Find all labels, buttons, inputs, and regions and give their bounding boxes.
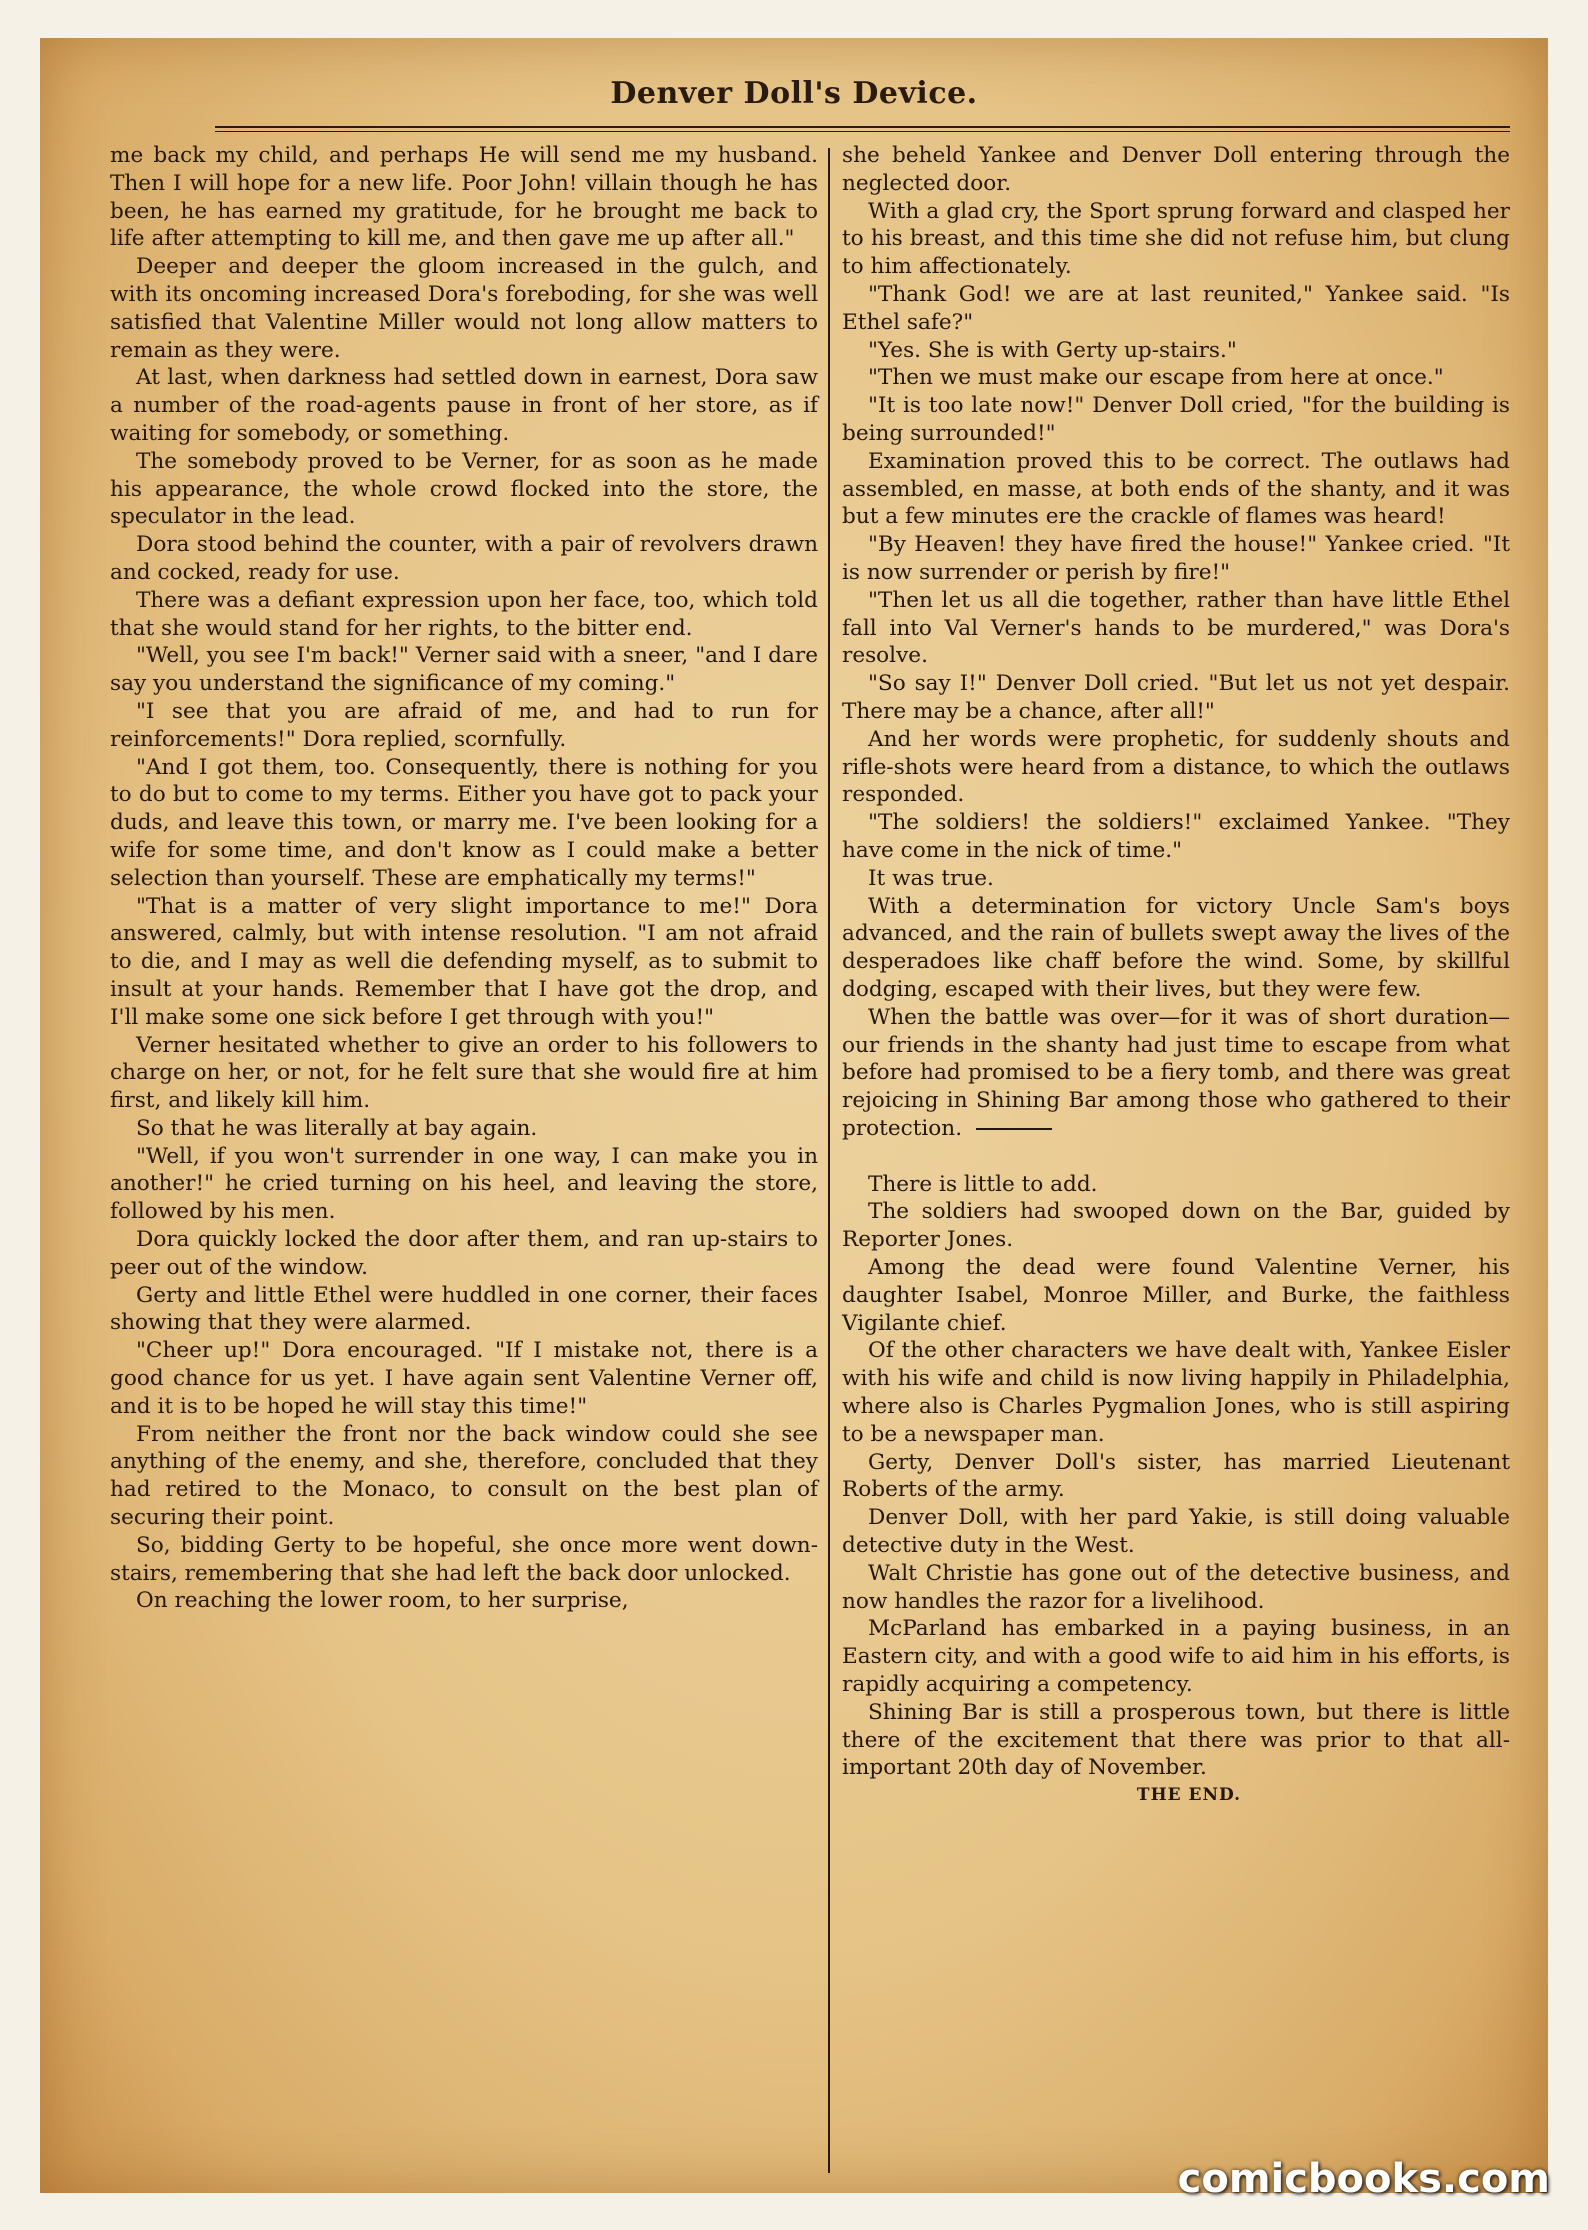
paragraph: Shining Bar is still a prosperous town, but there is little there of the excitement that there was prior to that all-important 20th day of November.	[842, 1699, 1510, 1781]
paragraph: Examination proved this to be correct. The outlaws had assembled, en masse, at both ends of the shanty, and it was but a few minutes ere the crackle of flames was heard!	[842, 448, 1510, 530]
paragraph: The soldiers had swooped down on the Bar, guided by Reporter Jones.	[842, 1199, 1510, 1253]
paragraph: So that he was literally at bay again.	[136, 1115, 538, 1141]
paragraph	[842, 1004, 1510, 1143]
paragraph: "Well, if you won't surrender in one way, I can make you in another!" he cried turning on his heel, and leaving the store, followed by his men.	[110, 1143, 818, 1225]
the-end-label: THE END.	[1136, 1785, 1242, 1806]
paragraph: There is little to add.	[868, 1171, 1098, 1197]
paragraph: "The soldiers! the soldiers!" exclaimed Yankee. "They have come in the nick of time."	[842, 810, 1510, 863]
paragraph: "I see that you are afraid of me, and had to run for reinforcements!" Dora replied, scornfully.	[110, 698, 818, 752]
paragraph: The somebody proved to be Verner, for as soon as he made his appearance, the whole crowd flocked into the store, the speculator in the lead.	[110, 448, 818, 530]
paragraph: "Then let us all die together, rather than have little Ethel fall into Val Verner's hands to be murdered," was Dora's resolve.	[842, 587, 1510, 669]
paragraph: "By Heaven! they have fired the house!" Yankee cried. "It is now surrender or perish by fire!"	[842, 532, 1510, 585]
paragraph: Deeper and deeper the gloom increased in the gulch, and with its oncoming increased Dora's foreboding, for she was well satisfied that Valentine Miller would not long allow matters to remain as they were.	[110, 254, 818, 363]
left-column	[110, 142, 818, 1615]
page-title: Denver Doll's Device.	[610, 76, 978, 111]
paragraph: Dora stood behind the counter, with a pair of revolvers drawn and cocked, ready for use.	[110, 532, 818, 585]
paragraph: With a glad cry, the Sport sprung forward and clasped her to his breast, and this time she did not refuse him, but clung to him affectionately.	[842, 198, 1510, 280]
paragraph: McParland has embarked in a paying business, in an Eastern city, and with a good wife to aid him in his efforts, is rapidly acquiring a competency.	[842, 1616, 1510, 1698]
paragraph: On reaching the lower room, to her surprise,	[136, 1588, 629, 1614]
paragraph: Walt Christie has gone out of the detective business, and now handles the razor for a livelihood.	[842, 1560, 1510, 1614]
paragraph: "And I got them, too. Consequently, there is nothing for you to do but to come to my terms. Either you have got to pack your duds, and leave this town, or marry me. I've been looking for a wife for some time, and don't know as I could make a better selection than yourself. These are emphatically my terms!"	[110, 754, 818, 891]
paragraph: "It is too late now!" Denver Doll cried, "for the building is being surrounded!"	[842, 393, 1510, 446]
paragraph: "So say I!" Denver Doll cried. "But let us not yet despair. There may be a chance, after all!"	[842, 671, 1510, 724]
paragraph: "Yes. She is with Gerty up-stairs."	[868, 337, 1237, 363]
paragraph: she beheld Yankee and Denver Doll entering through the neglected door.	[842, 143, 1510, 196]
paragraph: At last, when darkness had settled down in earnest, Dora saw a number of the road-agents pause in front of her store, as if waiting for somebody, or something.	[110, 365, 818, 446]
paragraph: "That is a matter of very slight importance to me!" Dora answered, calmly, but with intense resolution. "I am not afraid to die, and I may as well die defending myself, as to submit to insult at your hands. Remember that I have got the drop, and I'll make some one sick before I get through with you!"	[110, 893, 818, 1030]
paragraph: With a determination for victory Uncle Sam's boys advanced, and the rain of bullets swept away the lives of the desperadoes like chaff before the wind. Some, by skillful dodging, escaped with their lives, but they were few.	[842, 893, 1510, 1002]
paragraph: "Thank God! we are at last reunited," Yankee said. "Is Ethel safe?"	[842, 281, 1510, 335]
right-column	[842, 142, 1510, 1810]
page-sheet	[40, 38, 1548, 2193]
paragraph: "Well, you see I'm back!" Verner said with a sneer, "and I dare say you understand the significance of my coming."	[110, 643, 818, 697]
paragraph: me back my child, and perhaps He will send me my husband. Then I will hope for a new life. Poor John! villain though he has been, he has earned my gratitude, for he brought me back to life after attempting to kill me, and then gave me up after all."	[110, 143, 818, 252]
paragraph: Dora quickly locked the door after them, and ran up-stairs to peer out of the window.	[110, 1227, 818, 1280]
paragraph: Of the other characters we have dealt with, Yankee Eisler with his wife and child is now living happily in Philadelphia, where also is Charles Pygmalion Jones, who is still aspiring to be a newspaper man.	[842, 1338, 1510, 1447]
paragraph: Denver Doll, with her pard Yakie, is still doing valuable detective duty in the West.	[842, 1505, 1510, 1559]
section-gap	[842, 1143, 1510, 1171]
watermark: comicbooks.com	[1177, 2156, 1550, 2202]
paragraph: "Cheer up!" Dora encouraged. "If I mistake not, there is a good chance for us yet. I have again sent Valentine Verner off, and it is to be hoped he will stay this time!"	[110, 1338, 818, 1419]
paragraph: Gerty and little Ethel were huddled in one corner, their faces showing that they were alarmed.	[110, 1282, 818, 1336]
paragraph: There was a defiant expression upon her face, too, which told that she would stand for her rights, to the bitter end.	[110, 587, 818, 641]
paragraph: Among the dead were found Valentine Verner, his daughter Isabel, Monroe Miller, and Burke, the faithless Vigilante chief.	[842, 1255, 1510, 1336]
paragraph: From neither the front nor the back window could she see anything of the enemy, and she, therefore, concluded that they had retired to the Monaco, to consult on the best plan of securing their point.	[110, 1421, 818, 1531]
paragraph: So, bidding Gerty to be hopeful, she once more went down-stairs, remembering that she had left the back door unlocked.	[110, 1532, 818, 1586]
paragraph: It was true.	[868, 865, 994, 891]
paragraph: And her words were prophetic, for suddenly shouts and rifle-shots were heard from a distance, to which the outlaws responded.	[842, 726, 1510, 808]
header-rule	[215, 126, 1510, 128]
paragraph: Gerty, Denver Doll's sister, has married Lieutenant Roberts of the army.	[842, 1449, 1510, 1503]
column-divider	[828, 148, 830, 2173]
closing-paragraph-text: When the battle was over—for it was of short duration—our friends in the shanty had just time to escape from what before had promised to be a fiery tomb, and there was great rejoicing in Shining Bar among those who gathered to their protection.	[842, 1004, 1510, 1141]
paragraph: Verner hesitated whether to give an order to his followers to charge on her, or not, for he felt sure that she would fire at him first, and likely kill him.	[110, 1032, 818, 1114]
paragraph: "Then we must make our escape from here at once."	[868, 365, 1444, 391]
section-rule	[976, 1128, 1052, 1130]
